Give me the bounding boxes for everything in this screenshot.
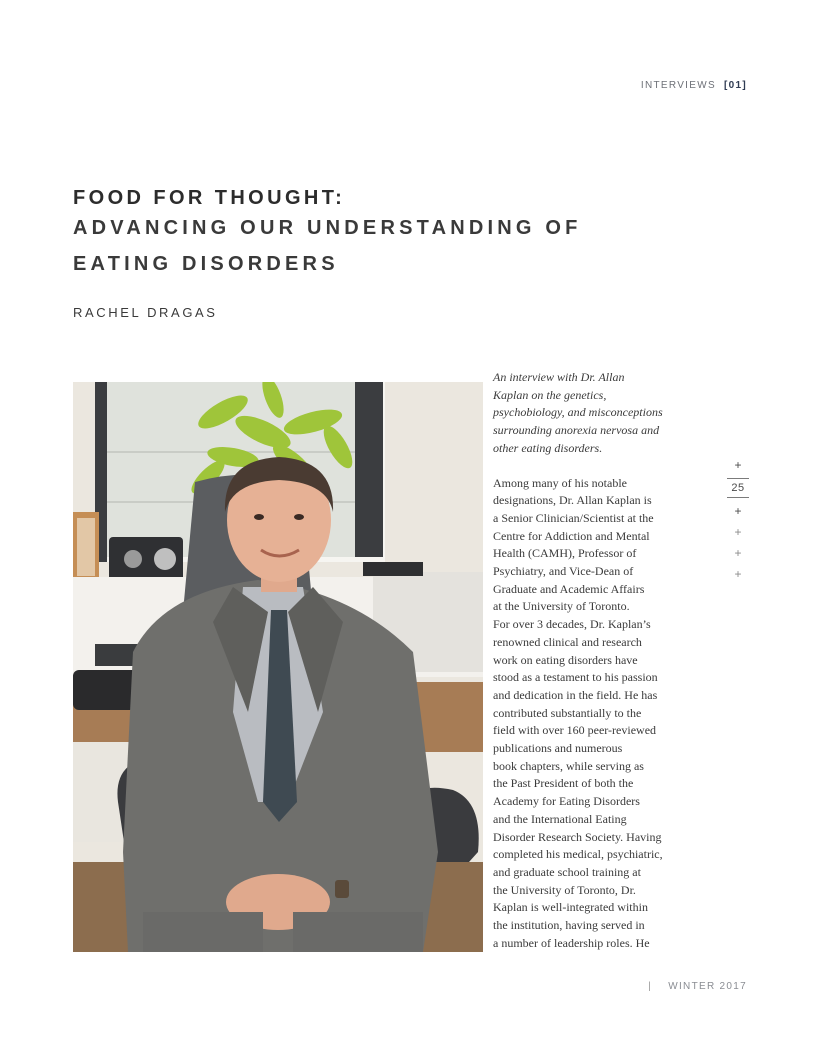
body-line: and dedication in the field. He has (493, 687, 658, 702)
body-line: Psychiatry, and Vice-Dean of (493, 564, 634, 579)
body-line: publications and numerous (493, 741, 623, 756)
section-header (641, 80, 747, 91)
plus-icon[interactable]: + (734, 567, 742, 581)
intro-line: other eating disorders. (493, 440, 603, 455)
section-label: INTERVIEWS (640, 80, 716, 91)
body-line: renowned clinical and research (493, 634, 642, 649)
article-author: RACHEL DRAGAS (73, 305, 218, 320)
intro-line: surrounding anorexia nervosa and (493, 423, 660, 438)
body-line: Among many of his notable (493, 475, 627, 490)
article-subtitle: ADVANCING OUR UNDERSTANDING OF EATING DISORDERS (73, 217, 582, 275)
body-line: field with over 160 peer-reviewed (493, 723, 657, 738)
body-line: contributed substantially to the (493, 705, 642, 720)
article-intro (493, 369, 685, 458)
plus-icon[interactable]: + (734, 525, 742, 539)
body-line: completed his medical, psychiatric, (493, 847, 663, 862)
plus-icon[interactable]: + (734, 546, 742, 560)
side-page-nav (727, 458, 749, 581)
intro-line: An interview with Dr. Allan (493, 370, 625, 384)
body-line: For over 3 decades, Dr. Kaplan’s (493, 617, 651, 632)
body-line: the University of Toronto, Dr. (493, 882, 636, 897)
article-body (493, 475, 685, 953)
issue-label: WINTER 2017 (668, 981, 747, 992)
body-line: book chapters, while serving as (493, 758, 644, 773)
body-line: Graduate and Academic Affairs (493, 581, 645, 596)
page-footer (648, 981, 747, 992)
interview-photo (73, 382, 483, 952)
body-line: the Past President of both the (493, 776, 634, 791)
body-line: Disorder Research Society. Having (493, 829, 662, 844)
page-number: 25 (727, 478, 749, 498)
body-line: Academy for Eating Disorders (493, 794, 640, 809)
body-line: designations, Dr. Allan Kaplan is (493, 493, 652, 508)
article-title-block (73, 186, 713, 282)
body-line: Centre for Addiction and Mental (493, 528, 650, 543)
body-line: Kaplan is well-integrated within (493, 900, 648, 915)
intro-line: psychobiology, and misconceptions (493, 405, 663, 420)
footer-separator: | (648, 981, 653, 992)
body-line: at the University of Toronto. (493, 599, 630, 614)
body-line: work on eating disorders have (493, 652, 638, 667)
section-number: [01] (724, 80, 747, 91)
article-text-column (493, 369, 685, 953)
body-line: and graduate school training at (493, 864, 641, 879)
body-line: the institution, having served in (493, 918, 645, 933)
body-line: Health (CAMH), Professor of (493, 546, 637, 561)
intro-line: Kaplan on the genetics, (493, 387, 607, 402)
body-line: stood as a testament to his passion (493, 670, 658, 685)
body-line: a number of leadership roles. He (493, 935, 650, 950)
plus-icon[interactable]: + (734, 458, 742, 472)
body-line: and the International Eating (493, 811, 627, 826)
plus-icon[interactable]: + (734, 504, 742, 518)
article-title: FOOD FOR THOUGHT: (73, 187, 346, 209)
body-line: a Senior Clinician/Scientist at the (493, 510, 654, 525)
